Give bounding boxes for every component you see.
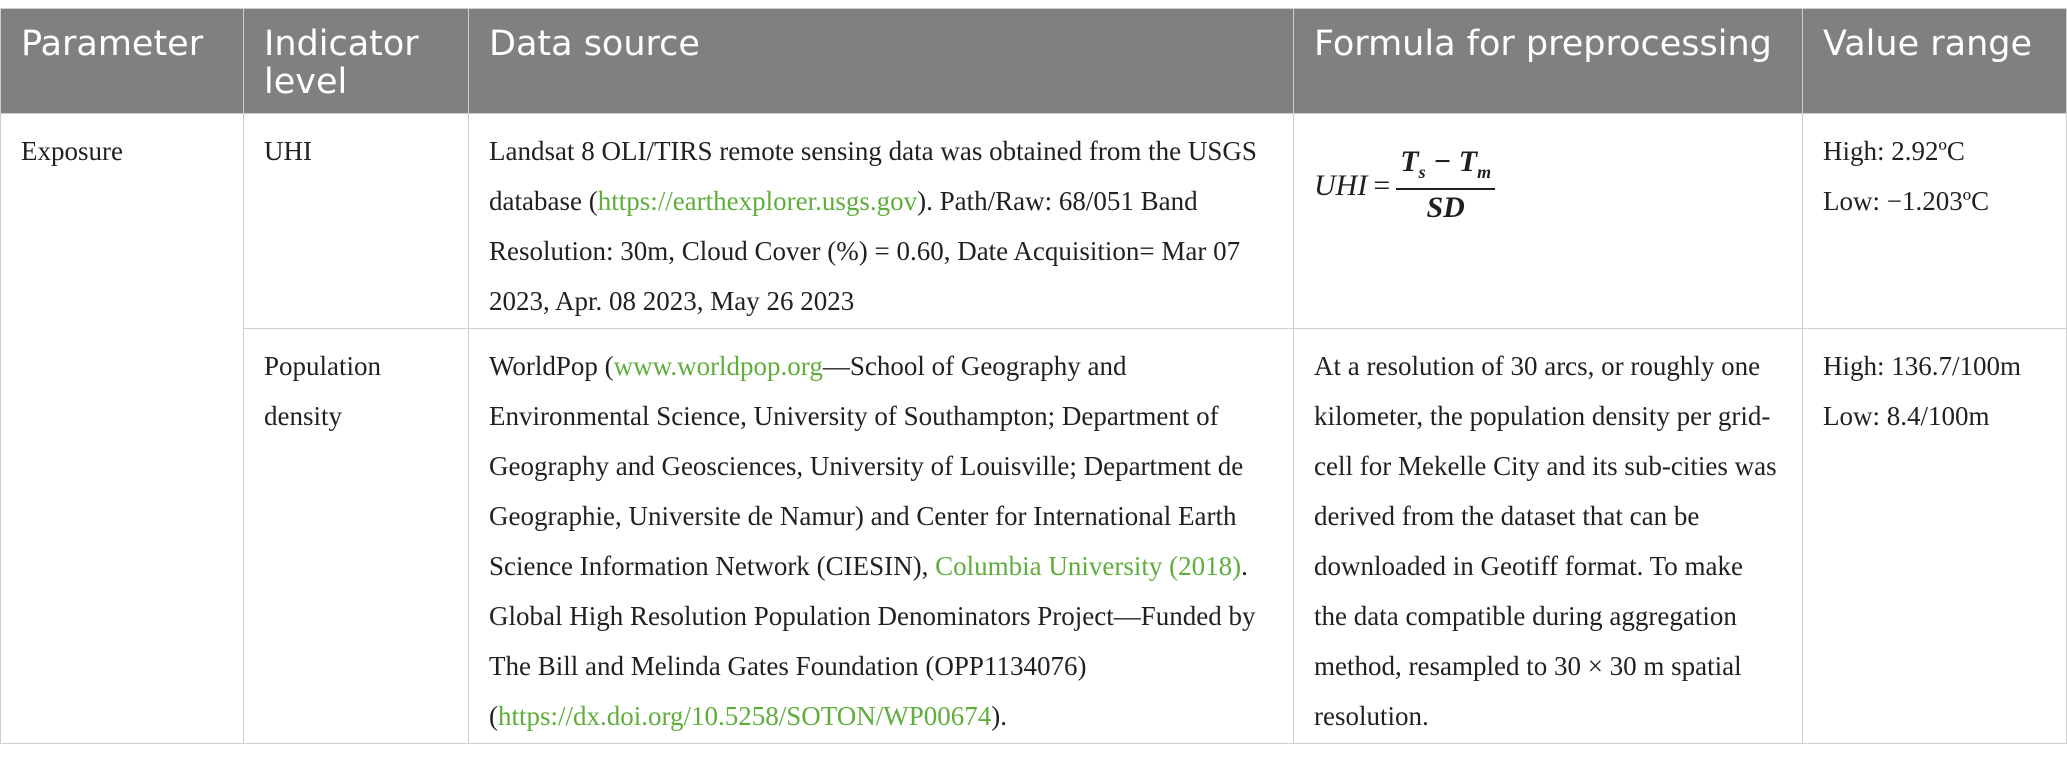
value-range-cell <box>1803 114 2067 329</box>
value-range-cell <box>1803 329 2067 744</box>
formula-ts-sub: s <box>1418 162 1426 182</box>
range-high: High: 136.7/100m <box>1823 351 2022 381</box>
range-low: Low: 8.4/100m <box>1823 401 1990 431</box>
formula-ts: T <box>1400 145 1419 178</box>
source-text: . Global High Resolution Population Denominators Project—Funded by The Bill and Melinda Gates Foundation (OPP1134076) ( <box>489 551 1256 731</box>
indicator-cell: UHI <box>244 114 469 329</box>
header-row <box>1 9 2067 114</box>
range-high: High: 2.92ºC <box>1823 136 1965 166</box>
uhi-formula <box>1314 146 1782 226</box>
formula-minus: − <box>1425 145 1459 178</box>
source-text: ). Path/Raw: 68/051 Band Resolution: 30m, Cloud Cover (%) = 0.60, Date Acquisition= Mar 07 2023, Apr. 08 2023, May 26 2023 <box>489 186 1241 316</box>
usgs-link[interactable]: https://earthexplorer.usgs.gov <box>597 186 918 216</box>
source-text: —School of Geography and Environmental Science, University of Southampton; Department of Geography and Geosciences, University of Louisville; Department de Geographie, Universite de Namur) and Center for International Earth Science Information Network (CIESIN), <box>489 351 1244 581</box>
formula-text-cell: At a resolution of 30 arcs, or roughly one kilometer, the population density per grid-cell for Mekelle City and its sub-cities was derived from the dataset that can be downloaded in Geotiff format. To make the data compatible during aggregation method, resampled to 30 × 30 m spatial resolution. <box>1294 329 1803 744</box>
formula-tm: T <box>1458 145 1478 178</box>
header-value-range: Value range <box>1803 9 2067 114</box>
doi-link[interactable]: https://dx.doi.org/10.5258/SOTON/WP00674 <box>498 701 992 731</box>
source-text: ). <box>991 701 1008 731</box>
data-table <box>0 8 2067 744</box>
source-text: WorldPop ( <box>489 351 614 381</box>
header-data-source: Data source <box>469 9 1294 114</box>
formula-numerator <box>1396 146 1495 188</box>
parameter-cell: Exposure <box>1 114 244 744</box>
table-row <box>1 329 2067 744</box>
formula-tm-sub: m <box>1477 162 1492 182</box>
header-formula: Formula for preprocessing <box>1294 9 1803 114</box>
columbia-citation-link[interactable]: Columbia University (2018) <box>935 551 1242 581</box>
formula-equals: = <box>1373 169 1391 202</box>
formula-denominator: SD <box>1426 191 1465 224</box>
source-text: Landsat 8 OLI/TIRS remote sensing data was obtained from the USGS database ( <box>489 136 1257 216</box>
formula-fraction <box>1396 146 1495 226</box>
formula-cell <box>1294 114 1803 329</box>
header-indicator-level: Indicator level <box>244 9 469 114</box>
table-row <box>1 114 2067 329</box>
indicator-cell: Population density <box>244 329 469 744</box>
data-source-cell <box>469 114 1294 329</box>
range-low: Low: −1.203ºC <box>1823 186 1990 216</box>
header-parameter: Parameter <box>1 9 244 114</box>
formula-lhs: UHI <box>1314 169 1368 202</box>
worldpop-link[interactable]: www.worldpop.org <box>613 351 823 381</box>
data-source-cell <box>469 329 1294 744</box>
